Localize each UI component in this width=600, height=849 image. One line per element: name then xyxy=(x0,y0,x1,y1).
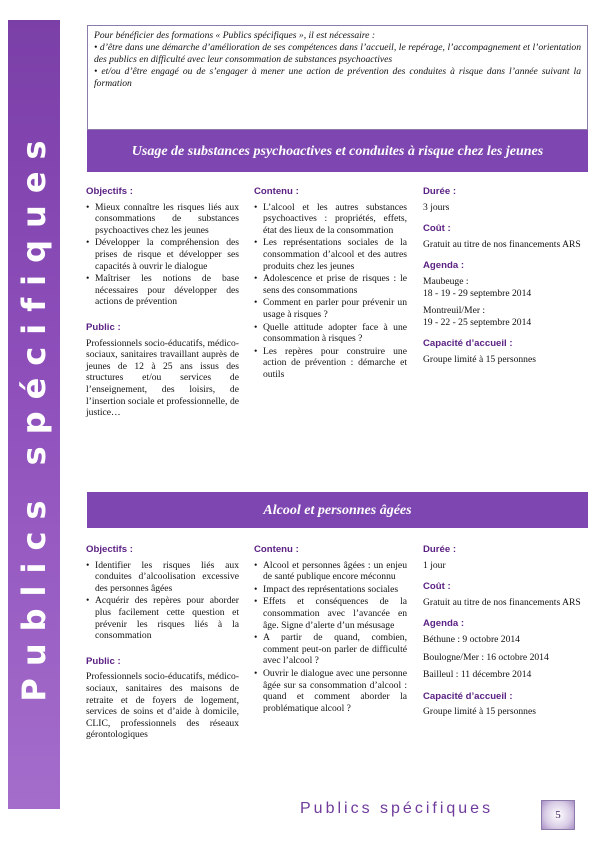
agenda-label: Agenda : xyxy=(423,618,465,630)
list-item: • Quelle attitude adopter face à une consommation à risques ? xyxy=(254,322,407,345)
capacite-value: Groupe limité à 15 personnes xyxy=(423,706,536,718)
agenda-line: Boulogne/Mer : 16 octobre 2014 xyxy=(423,651,549,663)
info-column xyxy=(423,544,583,718)
objectifs-column xyxy=(86,544,239,741)
objectifs-column xyxy=(86,186,239,419)
list-item: • Les repères pour construire une action de prévention : démarche et outils xyxy=(254,346,407,381)
list-item: • A partir de quand, combien, comment peut-on parler de difficulté avec l’alcool ? xyxy=(254,632,407,667)
objectifs-list xyxy=(86,202,239,308)
duree-label: Durée : xyxy=(423,544,457,555)
agenda-line: Montreuil/Mer : xyxy=(423,305,486,317)
page-number: 5 xyxy=(555,809,561,821)
cout-label: Coût : xyxy=(423,581,451,593)
cout-value: Gratuit au titre de nos financements ARS xyxy=(423,596,581,608)
intro-box xyxy=(87,25,588,130)
list-item: • Effets et conséquences de la consommation avec l’avancée en âge. Signe d’alerte d’un mésusage xyxy=(254,596,407,631)
contenu-label: Contenu : xyxy=(254,544,299,555)
agenda-label: Agenda : xyxy=(423,260,465,272)
public-text: Professionnels socio-éducatifs, médico-sociaux, sanitaires travaillant auprès de jeunes de 12 à 25 ans issus des structures et/ou services de l’enseignement, des loisirs, de l’insertion sociale et professionnelle, de justice… xyxy=(86,337,239,419)
objectifs-label: Objectifs : xyxy=(86,544,133,555)
section-title: Alcool et personnes âgées xyxy=(263,502,412,518)
side-title: Publics spécifiques xyxy=(15,128,53,702)
footer-title: Publics spécifiques xyxy=(300,800,494,817)
list-item: • Adolescence et prise de risques : le sens des consommations xyxy=(254,273,407,296)
intro-line: • d’être dans une démarche d’amélioration de ses compétences dans l’accueil, le repérage, l’accompagnement et l’orientation des publics en difficulté avec leur consommation de substances psychoactives xyxy=(94,42,581,65)
contenu-column xyxy=(254,186,407,382)
agenda-line: Béthune : 9 octobre 2014 xyxy=(423,633,520,645)
public-text: Professionnels socio-éducatifs, médico-sociaux, sanitaires des maisons de retraite et de foyers de logement, services de soins et d’aide à domicile, CLIC, professionnels des réseaux gérontologiques xyxy=(86,671,239,741)
intro-line: Pour bénéficier des formations « Publics spécifiques », il est nécessaire : xyxy=(94,30,376,41)
intro-line: • et/ou d’être engagé ou de s’engager à mener une action de prévention des conduites à risque dans l’année suivant la formation xyxy=(94,66,581,89)
cout-label: Coût : xyxy=(423,223,451,235)
capacite-value: Groupe limité à 15 personnes xyxy=(423,353,536,365)
page-number-box xyxy=(541,800,575,830)
section-title-bar xyxy=(87,492,588,528)
public-label: Public : xyxy=(86,321,121,333)
capacite-label: Capacité d’accueil : xyxy=(423,338,513,350)
contenu-label: Contenu : xyxy=(254,186,299,197)
info-column xyxy=(423,186,583,366)
list-item: • Maîtriser les notions de base nécessaires pour développer des actions de prévention xyxy=(86,273,239,308)
list-item: • Alcool et personnes âgées : un enjeu de santé publique encore méconnu xyxy=(254,560,407,583)
agenda-line: Maubeuge : xyxy=(423,275,469,287)
capacite-label: Capacité d’accueil : xyxy=(423,690,513,702)
cout-value: Gratuit au titre de nos financements ARS xyxy=(423,238,581,250)
list-item: • Comment en parler pour prévenir un usage à risques ? xyxy=(254,297,407,320)
contenu-list xyxy=(254,560,407,715)
list-item: • L’alcool et les autres substances psychoactives : propriétés, effets, état des lieux de la consommation xyxy=(254,202,407,237)
duree-value: 1 jour xyxy=(423,559,446,571)
section-title: Usage de substances psychoactives et conduites à risque chez les jeunes xyxy=(131,143,544,159)
section-title-bar xyxy=(87,130,588,172)
objectifs-list xyxy=(86,560,239,642)
list-item: • Identifier les risques liés aux conduites d’alcoolisation excessive des personnes âgées xyxy=(86,560,239,595)
list-item: • Acquérir des repères pour aborder plus facilement cette question et prévenir les risques liés à la consommation xyxy=(86,595,239,641)
list-item: • Développer la compréhension des prises de risque et développer ses capacités à ouvrir le dialogue xyxy=(86,237,239,272)
agenda-line: 19 - 22 - 25 septembre 2014 xyxy=(423,316,532,328)
list-item: • Impact des représentations sociales xyxy=(254,584,407,596)
public-label: Public : xyxy=(86,655,121,667)
objectifs-label: Objectifs : xyxy=(86,186,133,197)
agenda-line: Bailleul : 11 décembre 2014 xyxy=(423,669,532,681)
contenu-column xyxy=(254,544,407,715)
list-item: • Ouvrir le dialogue avec une personne âgée sur sa consommation d’alcool : quand et comment aborder la problématique alcool ? xyxy=(254,668,407,714)
agenda-line: 18 - 19 - 29 septembre 2014 xyxy=(423,287,532,299)
duree-value: 3 jours xyxy=(423,201,450,213)
list-item: • Les représentations sociales de la consommation d’alcool et des autres produits chez les jeunes xyxy=(254,237,407,272)
contenu-list xyxy=(254,202,407,381)
duree-label: Durée : xyxy=(423,186,457,197)
list-item: • Mieux connaître les risques liés aux consommations de substances psychoactives chez les jeunes xyxy=(86,202,239,237)
